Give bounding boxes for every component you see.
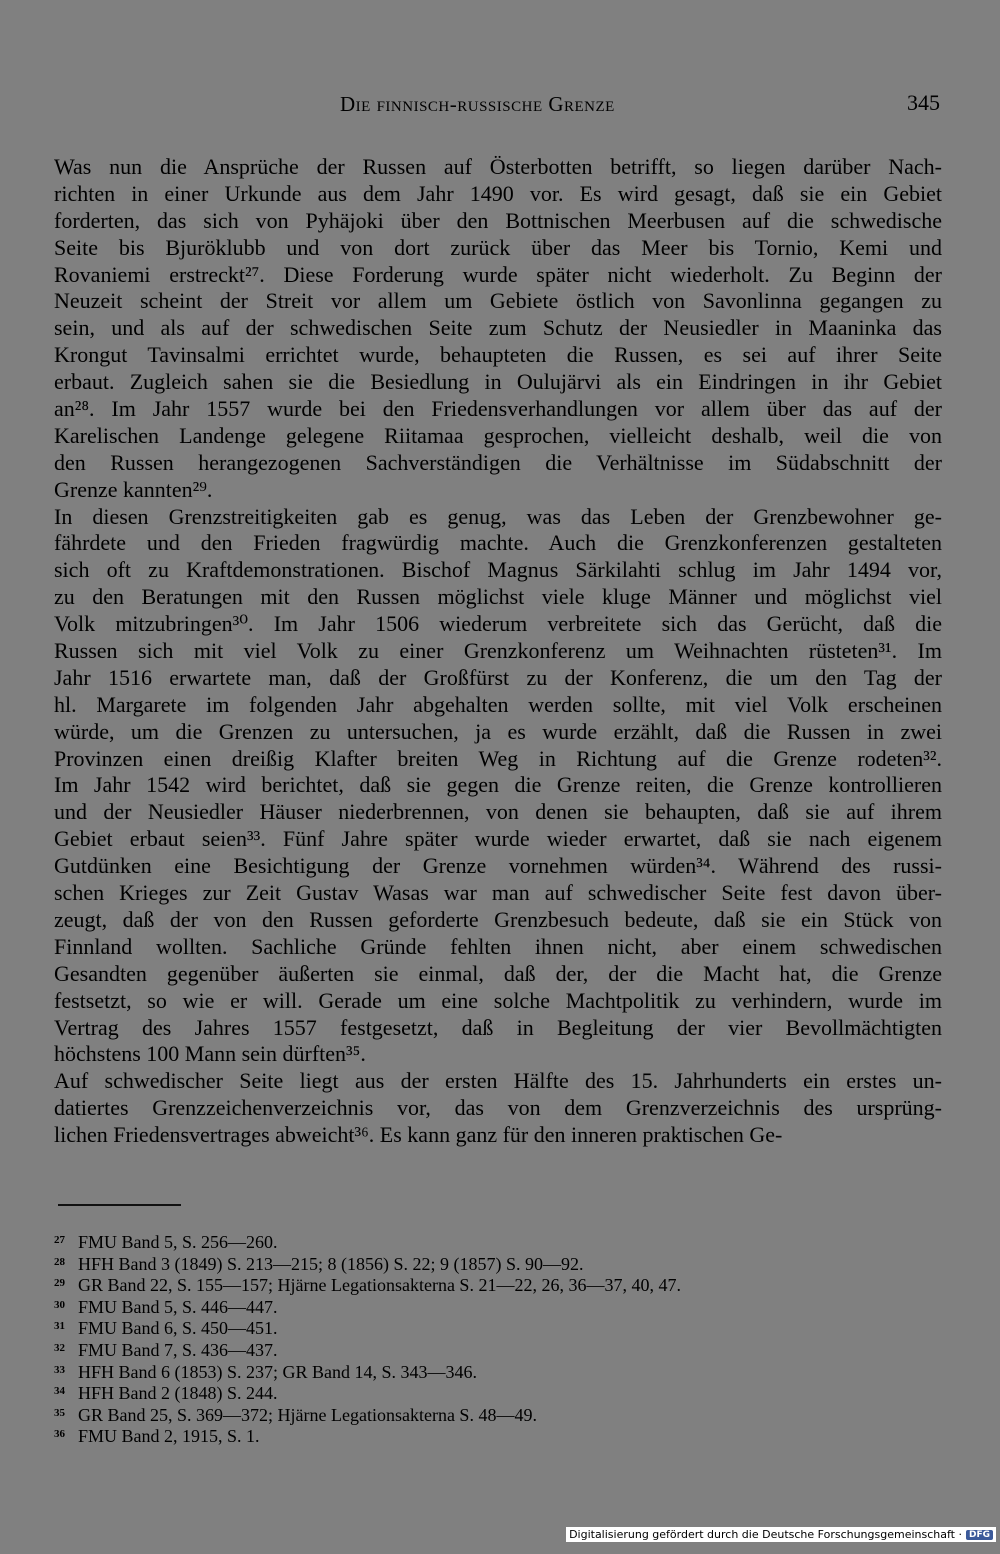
footnote-number: 27: [54, 1234, 65, 1246]
text-line: zeugt, daß der von den Russen geforderte Grenzbesuch bedeute, daß sie ein Stück von: [54, 906, 942, 932]
digitization-credit: [566, 1527, 996, 1542]
text-line: Volk mitzubringen³⁰. Im Jahr 1506 wiederum verbreitete sich das Gerücht, daß die: [54, 611, 942, 637]
text-line: sich oft zu Kraftdemonstrationen. Bischof Magnus Särkilahti schlug im Jahr 1494 vor,: [54, 557, 942, 583]
text-line: Karelischen Landenge gelegene Riitamaa gesprochen, vielleicht deshalb, weil die von: [54, 422, 942, 448]
footnote: [54, 1295, 934, 1317]
footnote-separator: [58, 1204, 181, 1206]
text-line: Russen sich mit viel Volk zu einer Grenzkonferenz um Weihnachten rüsteten³¹. Im: [54, 638, 942, 664]
text-line: und der Neusiedler Häuser niederbrennen, von denen sie behaupten, daß sie auf ihrem: [54, 799, 942, 825]
text-line: festsetzt, so wie er will. Gerade um eine solche Machtpolitik zu verhindern, wurde im: [54, 987, 942, 1013]
footnote-text: HFH Band 2 (1848) S. 244.: [78, 1383, 278, 1404]
dfg-logo: DFG: [966, 1530, 993, 1540]
text-line: Was nun die Ansprüche der Russen auf Österbotten betrifft, so liegen darüber Nach-: [54, 154, 942, 179]
text-line: erbaut. Zugleich sahen sie die Besiedlung in Oulujärvi als ein Eindringen in ihr Gebiet: [54, 369, 942, 395]
text-line: Gesandten gegenüber äußerten sie einmal, daß der, der die Macht hat, die Grenze: [54, 960, 942, 986]
footnote-text: FMU Band 5, S. 446—447.: [78, 1296, 278, 1317]
text-line: lichen Friedensvertrages abweicht³⁶. Es kann ganz für den inneren praktischen Ge-: [54, 1122, 783, 1148]
footnote-text: GR Band 22, S. 155—157; Hjärne Legationsakterna S. 21—22, 26, 36—37, 40, 47.: [78, 1275, 681, 1296]
footnote-text: GR Band 25, S. 369—372; Hjärne Legationsakterna S. 48—49.: [78, 1404, 537, 1425]
text-line: den Russen herangezogenen Sachverständigen die Verhältnisse im Südabschnitt der: [54, 449, 942, 475]
footnote-number: 33: [54, 1363, 65, 1376]
footnote: [54, 1273, 934, 1295]
footnote-number: 36: [54, 1428, 65, 1441]
text-line: schen Krieges zur Zeit Gustav Wasas war man auf schwedischer Seite fest davon über-: [54, 880, 942, 906]
text-line: Provinzen einen dreißig Klafter breiten Weg in Richtung auf die Grenze rodeten³².: [54, 745, 942, 771]
text-line: richten in einer Urkunde aus dem Jahr 1490 vor. Es wird gesagt, daß sie ein Gebiet: [54, 180, 942, 206]
text-line: datiertes Grenzzeichenverzeichnis vor, das von dem Grenzverzeichnis des ursprüng-: [54, 1095, 942, 1121]
footnote: [54, 1424, 934, 1446]
footnote-number: 32: [54, 1341, 65, 1354]
footnotes: [54, 1230, 934, 1446]
text-line: Gutdünken eine Besichtigung der Grenze vornehmen würden³⁴. Während des russi-: [54, 853, 942, 879]
page-number: 345: [907, 90, 940, 115]
body-text: [54, 154, 942, 1149]
running-head: [340, 92, 760, 117]
text-line: Rovaniemi erstreckt²⁷. Diese Forderung wurde später nicht wiederholt. Zu Beginn der: [54, 261, 942, 287]
credit-text: Digitalisierung gefördert durch die Deutsche Forschungsgemeinschaft ·: [569, 1528, 962, 1541]
text-line: höchstens 100 Mann sein dürften³⁵.: [54, 1041, 366, 1067]
text-line: Auf schwedischer Seite liegt aus der ersten Hälfte des 15. Jahrhunderts ein erstes un-: [54, 1068, 942, 1094]
footnote-text: FMU Band 2, 1915, S. 1.: [78, 1426, 260, 1447]
footnote-number: 29: [54, 1277, 65, 1290]
text-line: In diesen Grenzstreitigkeiten gab es genug, was das Leben der Grenzbewohner ge-: [54, 503, 942, 529]
footnote-text: HFH Band 3 (1849) S. 213—215; 8 (1856) S. 22; 9 (1857) S. 90—92.: [78, 1253, 584, 1274]
footnote-number: 30: [54, 1298, 65, 1311]
footnote-text: HFH Band 6 (1853) S. 237; GR Band 14, S. 343—346.: [78, 1361, 478, 1382]
text-line: Seite bis Bjuröklubb und von dort zurück über das Meer bis Tornio, Kemi und: [54, 234, 942, 260]
footnote: [54, 1403, 934, 1425]
text-line: hl. Margarete im folgenden Jahr abgehalten werden sollte, mit viel Volk erscheinen: [54, 691, 942, 717]
text-line: an²⁸. Im Jahr 1557 wurde bei den Friedensverhandlungen vor allem über das auf der: [54, 396, 942, 422]
footnote-number: 35: [54, 1406, 65, 1419]
text-line: Jahr 1516 erwartete man, daß der Großfürst zu der Konferenz, die um den Tag der: [54, 664, 942, 690]
footnote-text: FMU Band 6, S. 450—451.: [78, 1318, 278, 1339]
footnote: [54, 1230, 934, 1252]
footnote-text: FMU Band 7, S. 436—437.: [78, 1339, 278, 1360]
footnote-number: 31: [54, 1320, 65, 1333]
footnote: [54, 1252, 934, 1274]
text-line: Im Jahr 1542 wird berichtet, daß sie gegen die Grenze reiten, die Grenze kontrollieren: [54, 772, 942, 798]
footnote-number: 28: [54, 1255, 65, 1268]
text-line: Grenze kannten²⁹.: [54, 476, 213, 502]
text-line: Gebiet erbaut seien³³. Fünf Jahre später wurde wieder erwartet, daß sie nach eigenem: [54, 826, 942, 852]
text-line: zu den Beratungen mit den Russen möglichst viele kluge Männer und möglichst viel: [54, 584, 942, 610]
text-line: fährdete und den Frieden fragwürdig machte. Auch die Grenzkonferenzen gestalteten: [54, 530, 942, 556]
text-line: Vertrag des Jahres 1557 festgesetzt, daß in Begleitung der vier Bevollmächtigten: [54, 1014, 942, 1040]
footnote: [54, 1338, 934, 1360]
footnote-text: FMU Band 5, S. 256—260.: [78, 1232, 278, 1252]
footnote-number: 34: [54, 1385, 65, 1398]
text-line: Finnland wollten. Sachliche Gründe fehlten ihnen nicht, aber einem schwedischen: [54, 933, 942, 959]
text-line: würde, um die Grenzen zu untersuchen, ja es wurde erzählt, daß die Russen in zwei: [54, 718, 942, 744]
text-line: forderten, das sich von Pyhäjoki über den Bottnischen Meerbusen auf die schwedische: [54, 207, 942, 233]
footnote: [54, 1381, 934, 1403]
footnote: [54, 1360, 934, 1382]
text-line: Neuzeit scheint der Streit vor allem um Gebiete östlich von Savonlinna gegangen zu: [54, 288, 942, 314]
text-line: Krongut Tavinsalmi errichtet wurde, behaupteten die Russen, es sei auf ihrer Seite: [54, 342, 942, 368]
footnote: [54, 1316, 934, 1338]
running-head-title: Die finnisch-russische Grenze: [340, 92, 615, 116]
text-line: sein, und als auf der schwedischen Seite zum Schutz der Neusiedler in Maaninka das: [54, 315, 942, 341]
